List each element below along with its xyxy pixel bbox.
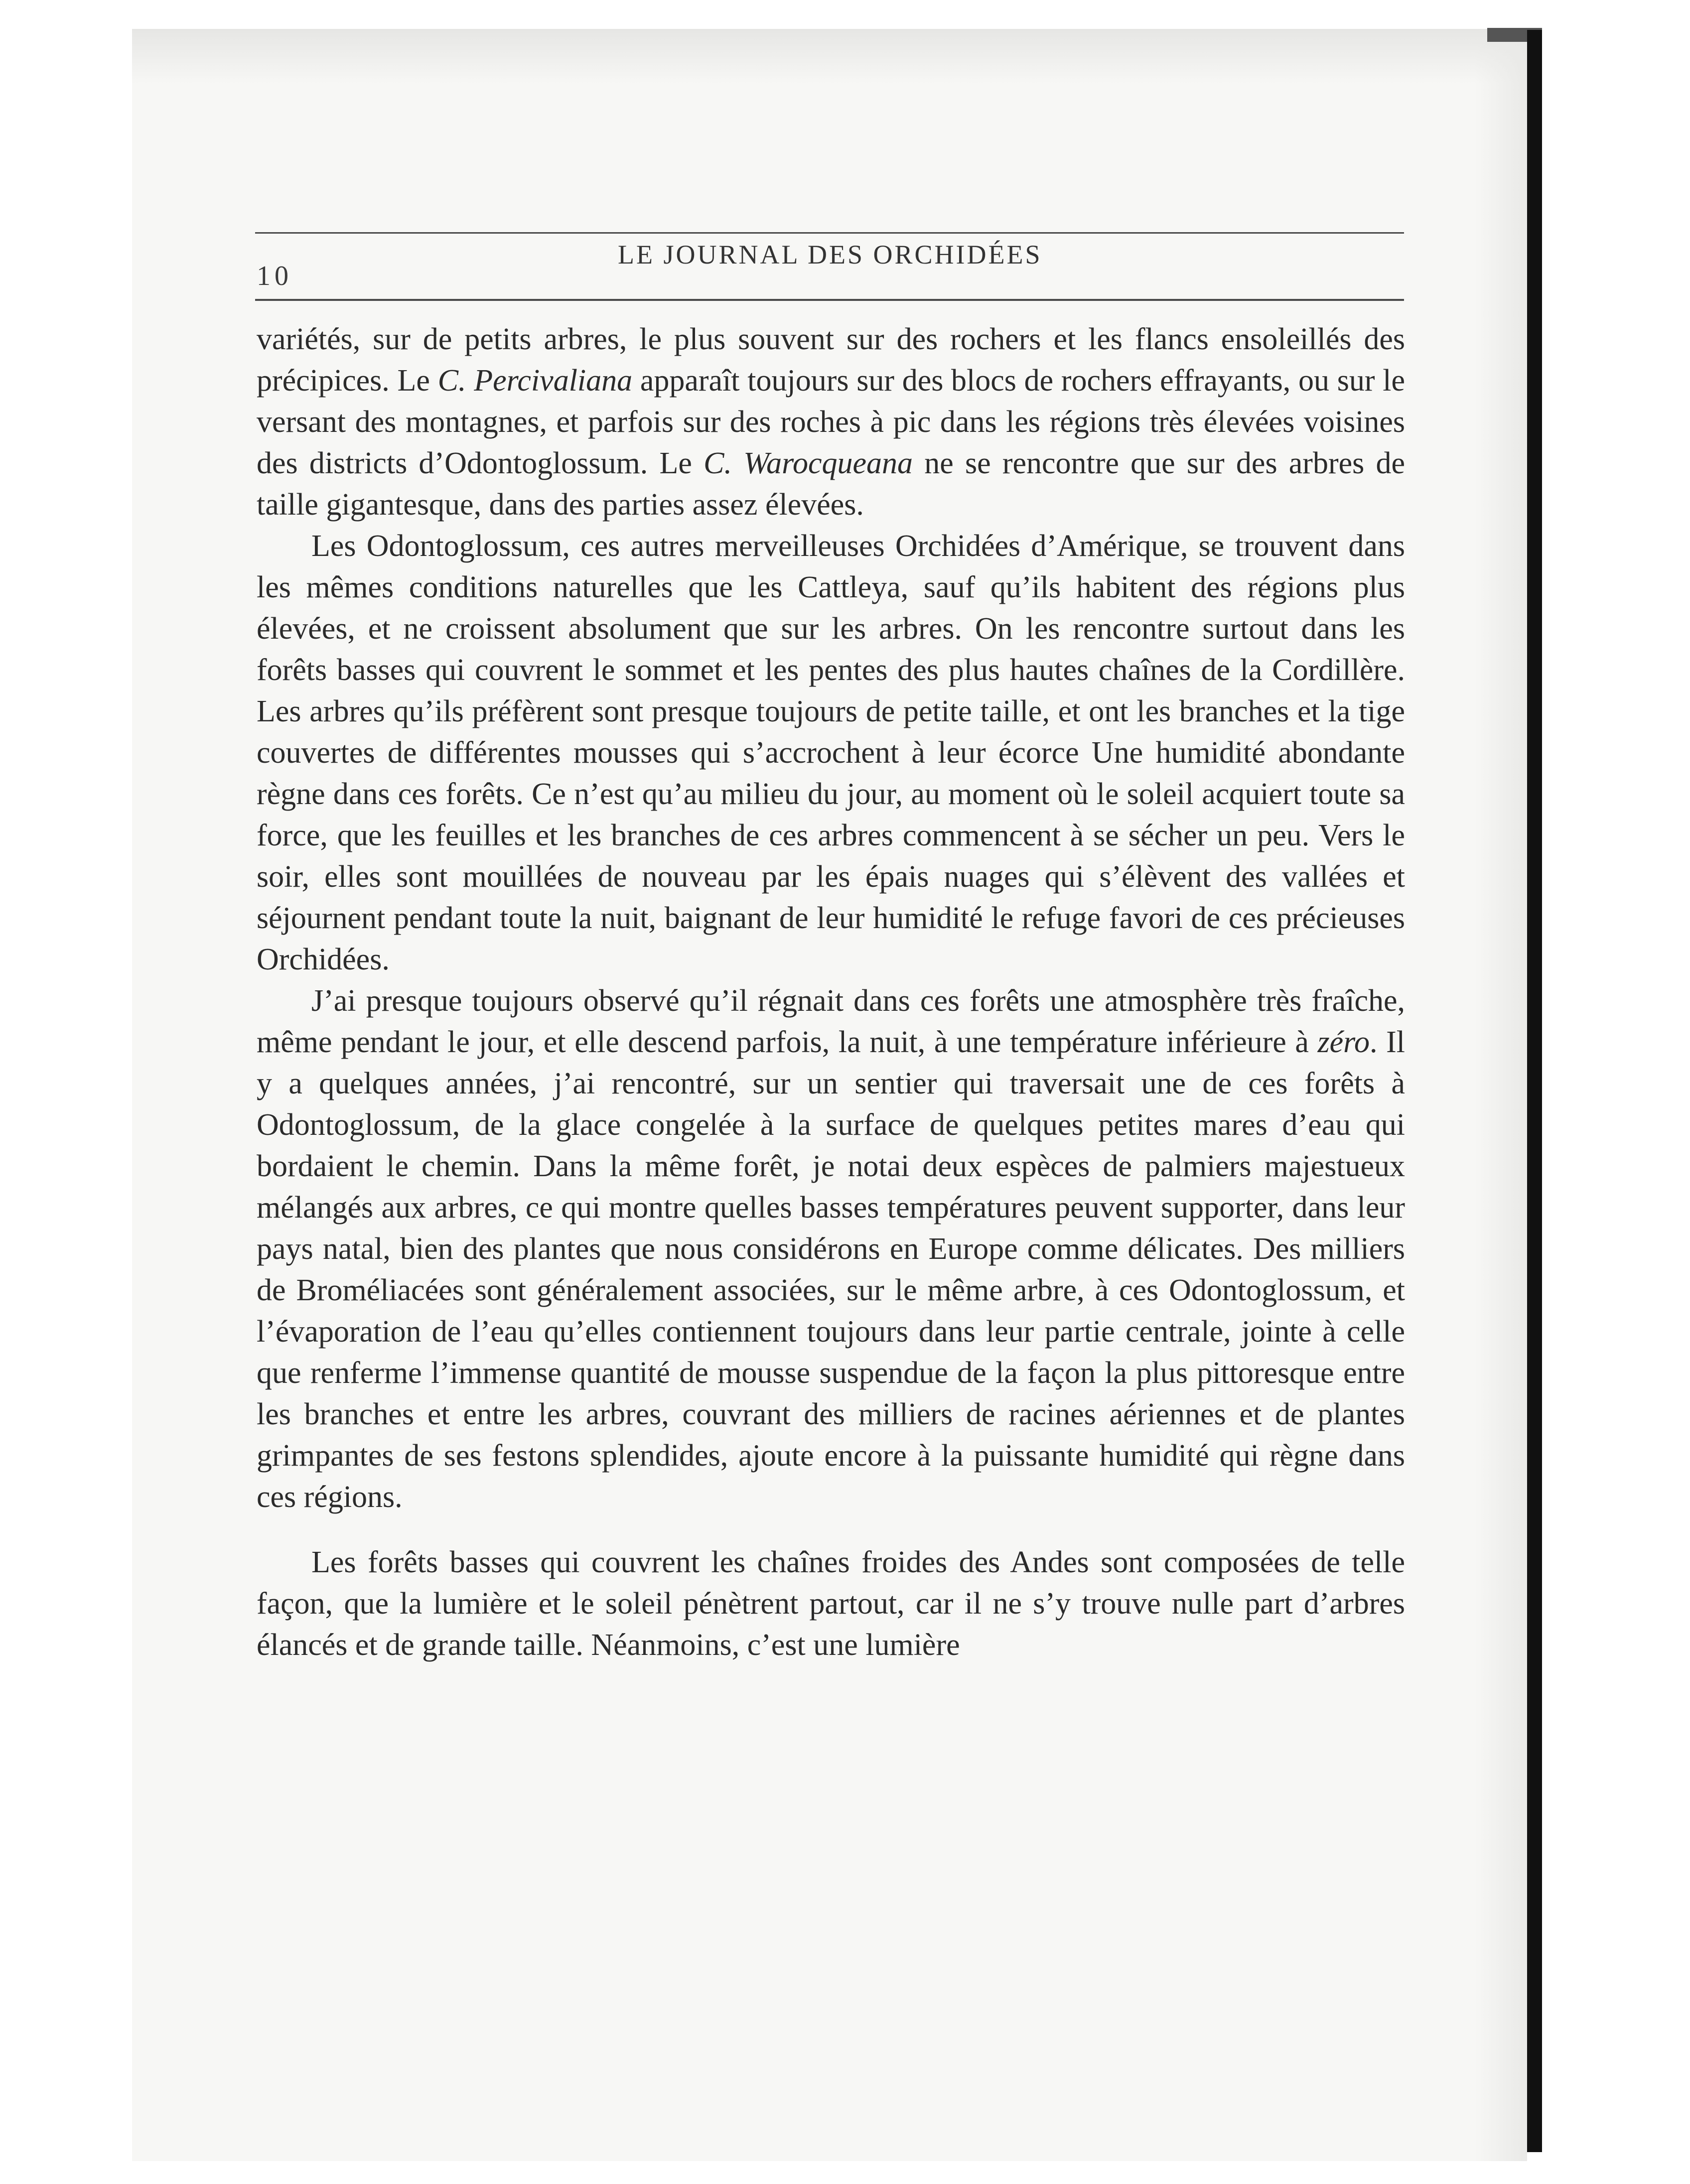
page-top-shadow: [132, 29, 1527, 84]
italic-zero: zéro: [1317, 1025, 1370, 1059]
header-rule-bottom: [255, 299, 1404, 301]
page-number: 10: [257, 261, 292, 291]
paragraph-4: Les forêts basses qui couvrent les chaînes froides des Andes sont composées de telle façon, que la lumière et le soleil pénètrent partout, car il ne s’y trouve nulle part d’arbres élancés et de grande taille. Néanmoins, c’est une lumière: [257, 1545, 1405, 1662]
paragraph-3: [257, 980, 1405, 1518]
running-head: LE JOURNAL DES ORCHIDÉES: [618, 240, 1042, 270]
paragraph-1-text-c: apparaît toujours sur des blocs de rochers effrayants, ou sur le versant des montagnes, et parfois sur des roches à pic dans les régions très élevées voisines des districts d’Odontoglossum. Le: [257, 364, 1405, 480]
page-gutter-shadow: [1475, 29, 1527, 2161]
paragraph-2: Les Odontoglossum, ces autres merveilleuses Orchidées d’Amérique, se trouvent dans les mêmes conditions naturelles que les Cattleya, sauf qu’ils habitent des régions plus élevées, et ne croissent absolument que sur les arbres. On les rencontre surtout dans les forêts basses qui couvrent le sommet et les pentes des plus hautes chaînes de la Cordillère. Les arbres qu’ils préfèrent sont presque toujours de petite taille, et ont les branches et la tige couvertes de différentes mousses qui s’accrochent à leur écorce Une humidité abondante règne dans ces forêts. Ce n’est qu’au milieu du jour, au moment où le soleil acquiert toute sa force, que les feuilles et les branches de ces arbres commencent à se sécher un peu. Vers le soir, elles sont mouillées de nouveau par les épais nuages qui s’élèvent des vallées et séjournent pendant toute la nuit, baignant de leur humidité le refuge favori de ces précieuses Orchidées.: [257, 529, 1405, 976]
paragraph-1: [257, 319, 1405, 526]
species-name-percivaliana: C. Percivaliana: [437, 364, 633, 398]
body-text: [257, 319, 1405, 1666]
binding-edge: [1527, 30, 1542, 2152]
species-name-warocqueana: C. Warocqueana: [704, 446, 913, 480]
paragraph-1-text-e: ne se rencontre que sur des arbres de taille gigantesque, dans des parties assez élevées.: [257, 446, 1405, 522]
paragraph-1-text-a: variétés, sur de petits arbres, le plus souvent sur des rochers et les flancs ensoleillés des précipices. Le: [257, 322, 1405, 398]
paragraph-3-text-a: J’ai presque toujours observé qu’il régnait dans ces forêts une atmosphère très fraîche, même pendant le jour, et elle descend parfois, la nuit, à une température inférieure à: [257, 984, 1405, 1059]
header-rule-top: [255, 232, 1404, 234]
paragraph-3-text-c: . Il y a quelques années, j’ai rencontré, sur un sentier qui traversait une de ces forêts à Odontoglossum, de la glace congelée à la surface de quelques petites mares d’eau qui bordaient le chemin. Dans la même forêt, je notai deux espèces de palmiers majestueux mélangés aux arbres, ce qui montre quelles basses températures peuvent supporter, dans leur pays natal, bien des plantes que nous considérons en Europe comme délicates. Des milliers de Broméliacées sont généralement associées, sur le même arbre, à ces Odontoglossum, et l’évaporation de l’eau qu’elles contiennent toujours dans leur partie centrale, jointe à celle que renferme l’immense quantité de mousse suspendue de la façon la plus pittoresque entre les branches et entre les arbres, couvrant des milliers de racines aériennes et de plantes grimpantes de ses festons splendides, ajoute encore à la puissante humidité qui règne dans ces régions.: [257, 1025, 1405, 1514]
